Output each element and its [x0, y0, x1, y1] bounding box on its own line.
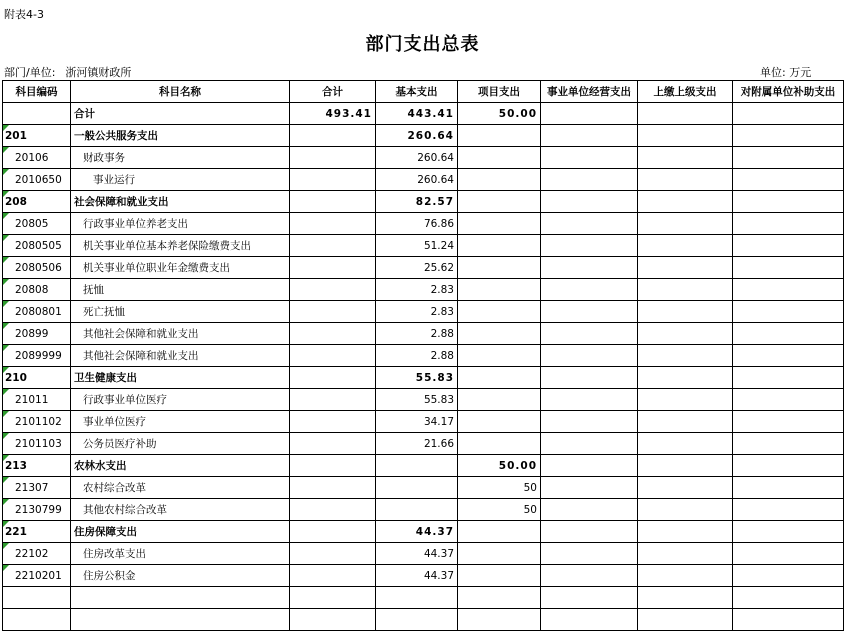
table-cell: [71, 609, 290, 631]
row-name: 其他社会保障和就业支出: [71, 345, 290, 367]
table-cell: [541, 477, 638, 499]
table-cell: [541, 279, 638, 301]
row-code: 20899: [3, 323, 71, 345]
row-project: [458, 125, 541, 147]
table-cell: [638, 235, 733, 257]
table-row: [3, 323, 844, 345]
row-basic: 76.86: [376, 213, 458, 235]
row-basic: [376, 499, 458, 521]
row-total: [290, 301, 376, 323]
row-project: [458, 191, 541, 213]
row-code: 213: [3, 455, 71, 477]
row-code: 2080801: [3, 301, 71, 323]
page-title: 部门支出总表: [365, 34, 480, 55]
table-cell: [733, 477, 844, 499]
row-project: [458, 147, 541, 169]
table-cell: [638, 103, 733, 125]
table-row: [3, 345, 844, 367]
row-total: [290, 565, 376, 587]
table-cell: [541, 301, 638, 323]
row-code: 2080506: [3, 257, 71, 279]
total-label: 合计: [71, 103, 290, 125]
department-info: [4, 64, 131, 80]
row-code: 20805: [3, 213, 71, 235]
row-name: 卫生健康支出: [71, 367, 290, 389]
row-name: 住房保障支出: [71, 521, 290, 543]
table-cell: [733, 125, 844, 147]
row-basic: 21.66: [376, 433, 458, 455]
row-total: [290, 411, 376, 433]
row-project: [458, 279, 541, 301]
appendix-label: 附表4-3: [4, 8, 44, 21]
row-code: 20808: [3, 279, 71, 301]
table-cell: [638, 565, 733, 587]
empty-row: [3, 587, 844, 609]
table-cell: [733, 499, 844, 521]
table-cell: [290, 587, 376, 609]
table-cell: [733, 213, 844, 235]
row-project: [458, 235, 541, 257]
row-basic: 260.64: [376, 125, 458, 147]
row-code: 2080505: [3, 235, 71, 257]
row-basic: 51.24: [376, 235, 458, 257]
table-cell: [733, 411, 844, 433]
row-code: 20106: [3, 147, 71, 169]
table-row: [3, 301, 844, 323]
table-cell: [541, 323, 638, 345]
table-cell: [638, 301, 733, 323]
table-cell: [638, 499, 733, 521]
row-project: [458, 433, 541, 455]
row-name: 事业运行: [71, 169, 290, 191]
row-code: 2210201: [3, 565, 71, 587]
row-name: 机关事业单位职业年金缴费支出: [71, 257, 290, 279]
row-code: 2130799: [3, 499, 71, 521]
table-row: [3, 521, 844, 543]
header-basic: 基本支出: [376, 81, 458, 103]
row-code: 2101102: [3, 411, 71, 433]
row-project: [458, 389, 541, 411]
header-code: 科目编码: [3, 81, 71, 103]
row-project: [458, 565, 541, 587]
row-project: [458, 323, 541, 345]
row-total: [290, 477, 376, 499]
table-cell: [638, 477, 733, 499]
table-cell: [638, 609, 733, 631]
table-cell: [733, 103, 844, 125]
row-total: [290, 323, 376, 345]
table-cell: [638, 125, 733, 147]
table-cell: [638, 521, 733, 543]
header-project: 项目支出: [458, 81, 541, 103]
table-row: [3, 279, 844, 301]
table-cell: [3, 103, 71, 125]
row-total: [290, 213, 376, 235]
row-project: 50: [458, 477, 541, 499]
table-cell: [541, 587, 638, 609]
row-basic: 2.83: [376, 301, 458, 323]
row-name: 住房公积金: [71, 565, 290, 587]
table-cell: [733, 301, 844, 323]
row-code: 210: [3, 367, 71, 389]
row-basic: 44.37: [376, 565, 458, 587]
table-cell: [638, 587, 733, 609]
table-cell: [733, 235, 844, 257]
table-cell: [733, 147, 844, 169]
table-cell: [733, 543, 844, 565]
row-total: [290, 433, 376, 455]
table-row: [3, 389, 844, 411]
table-cell: [638, 279, 733, 301]
table-cell: [3, 609, 71, 631]
table-cell: [638, 257, 733, 279]
empty-row: [3, 609, 844, 631]
table-cell: [541, 543, 638, 565]
row-name: 农林水支出: [71, 455, 290, 477]
table-row: [3, 411, 844, 433]
row-project: [458, 367, 541, 389]
table-cell: [541, 411, 638, 433]
row-basic: 44.37: [376, 543, 458, 565]
table-cell: [638, 433, 733, 455]
table-row: [3, 191, 844, 213]
row-name: 财政事务: [71, 147, 290, 169]
table-cell: [541, 213, 638, 235]
table-cell: [541, 257, 638, 279]
header-total: 合计: [290, 81, 376, 103]
row-project: [458, 213, 541, 235]
table-cell: [458, 609, 541, 631]
row-total: [290, 235, 376, 257]
table-cell: [733, 433, 844, 455]
row-total: [290, 345, 376, 367]
row-code: 22102: [3, 543, 71, 565]
total-project: 50.00: [458, 103, 541, 125]
table-cell: [638, 213, 733, 235]
row-total: [290, 125, 376, 147]
row-total: [290, 147, 376, 169]
row-basic: [376, 455, 458, 477]
table-row: [3, 257, 844, 279]
table-cell: [541, 565, 638, 587]
row-total: [290, 279, 376, 301]
row-project: 50.00: [458, 455, 541, 477]
table-cell: [733, 587, 844, 609]
table-row: [3, 433, 844, 455]
table-cell: [376, 609, 458, 631]
header-name: 科目名称: [71, 81, 290, 103]
table-cell: [638, 455, 733, 477]
row-basic: 2.83: [376, 279, 458, 301]
table-cell: [541, 191, 638, 213]
row-name: 死亡抚恤: [71, 301, 290, 323]
row-total: [290, 169, 376, 191]
table-cell: [541, 609, 638, 631]
table-cell: [733, 521, 844, 543]
table-cell: [541, 345, 638, 367]
row-project: 50: [458, 499, 541, 521]
total-row: [3, 103, 844, 125]
row-total: [290, 257, 376, 279]
table-cell: [541, 389, 638, 411]
table-cell: [638, 389, 733, 411]
row-code: 2101103: [3, 433, 71, 455]
row-total: [290, 191, 376, 213]
table-cell: [733, 609, 844, 631]
expenditure-table: [2, 80, 844, 631]
table-cell: [541, 521, 638, 543]
row-total: [290, 367, 376, 389]
row-total: [290, 499, 376, 521]
table-cell: [733, 565, 844, 587]
row-total: [290, 521, 376, 543]
row-code: 2089999: [3, 345, 71, 367]
table-row: [3, 213, 844, 235]
row-code: 21011: [3, 389, 71, 411]
table-cell: [541, 433, 638, 455]
table-cell: [638, 191, 733, 213]
row-name: 其他农村综合改革: [71, 499, 290, 521]
row-project: [458, 543, 541, 565]
table-cell: [733, 257, 844, 279]
row-name: 农村综合改革: [71, 477, 290, 499]
table-cell: [638, 323, 733, 345]
table-cell: [290, 609, 376, 631]
department-value: 浙河镇财政所: [65, 66, 132, 79]
row-basic: 55.83: [376, 367, 458, 389]
row-project: [458, 345, 541, 367]
total-basic: 443.41: [376, 103, 458, 125]
row-name: 行政事业单位医疗: [71, 389, 290, 411]
department-label: 部门/单位:: [4, 66, 56, 79]
table-cell: [733, 389, 844, 411]
row-basic: 44.37: [376, 521, 458, 543]
table-header-row: [3, 81, 844, 103]
table-cell: [541, 499, 638, 521]
total-sum: 493.41: [290, 103, 376, 125]
table-cell: [733, 323, 844, 345]
row-name: 行政事业单位养老支出: [71, 213, 290, 235]
table-row: [3, 125, 844, 147]
header-subsidy: 对附属单位补助支出: [733, 81, 844, 103]
table-cell: [541, 235, 638, 257]
row-project: [458, 257, 541, 279]
table-cell: [541, 455, 638, 477]
row-basic: 25.62: [376, 257, 458, 279]
table-cell: [733, 169, 844, 191]
header-remit: 上缴上级支出: [638, 81, 733, 103]
row-name: 公务员医疗补助: [71, 433, 290, 455]
row-basic: 82.57: [376, 191, 458, 213]
table-cell: [541, 367, 638, 389]
row-code: 221: [3, 521, 71, 543]
row-basic: 260.64: [376, 147, 458, 169]
table-cell: [638, 367, 733, 389]
row-basic: 55.83: [376, 389, 458, 411]
row-basic: [376, 477, 458, 499]
row-code: 2010650: [3, 169, 71, 191]
table-cell: [3, 587, 71, 609]
table-cell: [638, 345, 733, 367]
row-basic: 2.88: [376, 345, 458, 367]
row-name: 住房改革支出: [71, 543, 290, 565]
table-cell: [638, 169, 733, 191]
table-row: [3, 543, 844, 565]
table-cell: [541, 125, 638, 147]
table-row: [3, 565, 844, 587]
table-row: [3, 235, 844, 257]
row-name: 抚恤: [71, 279, 290, 301]
table-cell: [638, 411, 733, 433]
row-project: [458, 169, 541, 191]
table-row: [3, 147, 844, 169]
table-cell: [376, 587, 458, 609]
table-cell: [733, 367, 844, 389]
row-basic: 34.17: [376, 411, 458, 433]
row-project: [458, 411, 541, 433]
table-cell: [733, 279, 844, 301]
row-basic: 260.64: [376, 169, 458, 191]
row-total: [290, 455, 376, 477]
table-row: [3, 169, 844, 191]
row-name: 社会保障和就业支出: [71, 191, 290, 213]
table-cell: [458, 587, 541, 609]
table-cell: [541, 147, 638, 169]
table-cell: [733, 345, 844, 367]
table-cell: [733, 191, 844, 213]
row-basic: 2.88: [376, 323, 458, 345]
row-code: 208: [3, 191, 71, 213]
table-cell: [638, 543, 733, 565]
row-project: [458, 521, 541, 543]
table-row: [3, 455, 844, 477]
table-cell: [541, 169, 638, 191]
unit-label: 单位: 万元: [760, 66, 812, 79]
table-cell: [733, 455, 844, 477]
table-cell: [638, 147, 733, 169]
row-name: 一般公共服务支出: [71, 125, 290, 147]
table-cell: [541, 103, 638, 125]
table-row: [3, 499, 844, 521]
table-row: [3, 367, 844, 389]
table-cell: [71, 587, 290, 609]
header-operating: 事业单位经营支出: [541, 81, 638, 103]
row-total: [290, 389, 376, 411]
row-name: 其他社会保障和就业支出: [71, 323, 290, 345]
row-code: 21307: [3, 477, 71, 499]
row-code: 201: [3, 125, 71, 147]
row-total: [290, 543, 376, 565]
table-row: [3, 477, 844, 499]
row-name: 机关事业单位基本养老保险缴费支出: [71, 235, 290, 257]
row-name: 事业单位医疗: [71, 411, 290, 433]
row-project: [458, 301, 541, 323]
